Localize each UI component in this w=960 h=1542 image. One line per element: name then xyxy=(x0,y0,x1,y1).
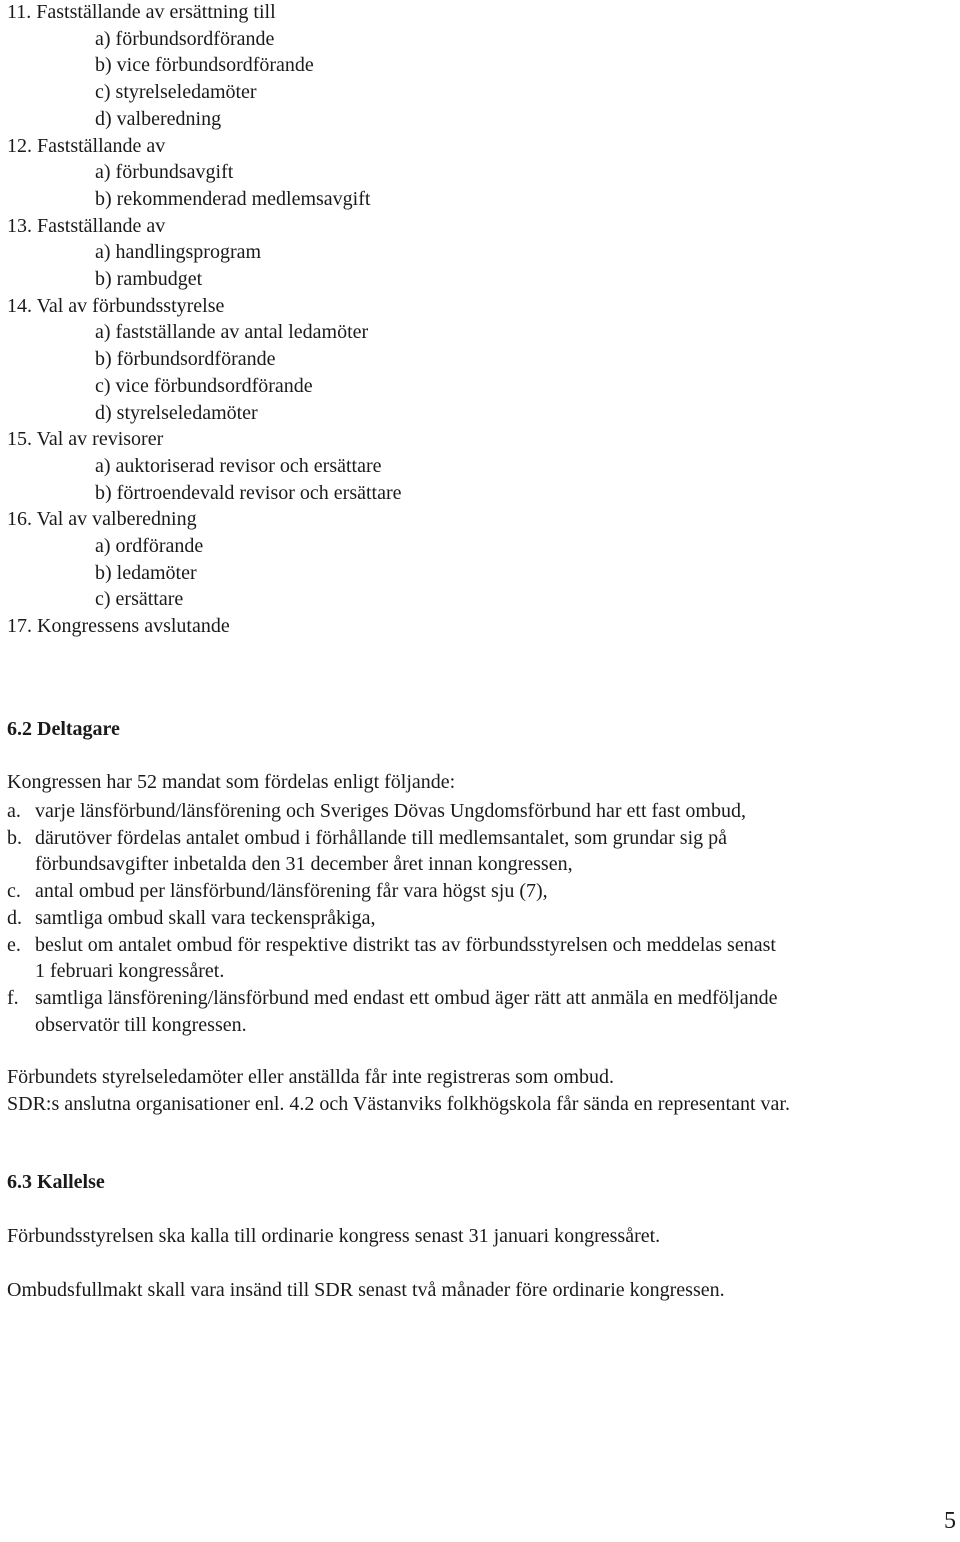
agenda-item: 11. Fastställande av ersättning till xyxy=(7,1,276,23)
delegate-rule-text: samtliga länsförening/länsförbund med endast ett ombud äger rätt att anmäla en medföljande xyxy=(35,986,778,1009)
delegate-rule-letter: f. xyxy=(7,986,19,1009)
agenda-subitem: b) rambudget xyxy=(95,268,203,290)
agenda-item: 14. Val av förbundsstyrelse xyxy=(7,294,225,317)
agenda-subitem: c) styrelseledamöter xyxy=(95,81,257,104)
agenda-subitem: b) rekommenderad medlemsavgift xyxy=(95,187,371,210)
agenda-subitem: b) förtroendevald revisor och ersättare xyxy=(95,481,402,504)
agenda-subitem: a) handlingsprogram xyxy=(95,241,262,264)
agenda-item: 13. Fastställande av xyxy=(7,214,166,237)
paragraph-organisations: SDR:s anslutna organisationer enl. 4.2 och Västanviks folkhögskola får sända en representant var. xyxy=(7,1093,790,1115)
agenda-subitem: c) ersättare xyxy=(95,588,184,611)
delegate-rule-text: varje länsförbund/länsförening och Sveriges Dövas Ungdomsförbund har ett fast ombud, xyxy=(35,800,746,822)
section-heading-kallelse: 6.3 Kallelse xyxy=(7,1171,105,1193)
delegate-rule-text: förbundsavgifter inbetalda den 31 december året innan kongressen, xyxy=(35,853,573,876)
section-heading-deltagare: 6.2 Deltagare xyxy=(7,718,120,740)
delegate-rule-text: observatör till kongressen. xyxy=(35,1013,247,1036)
agenda-item: 12. Fastställande av xyxy=(7,134,166,157)
agenda-subitem: a) förbundsordförande xyxy=(95,27,275,50)
paragraph-fullmakt: Ombudsfullmakt skall vara insänd till SDR senast två månader före ordinarie kongressen. xyxy=(7,1279,725,1301)
agenda-subitem: b) vice förbundsordförande xyxy=(95,54,314,77)
agenda-item: 17. Kongressens avslutande xyxy=(7,615,230,638)
delegate-rule-letter: b. xyxy=(7,826,22,849)
delegate-rule-text: beslut om antalet ombud för respektive distrikt tas av förbundsstyrelsen och meddelas senast xyxy=(35,933,776,956)
paragraph-kallelse: Förbundsstyrelsen ska kalla till ordinarie kongress senast 31 januari kongressåret. xyxy=(7,1225,661,1247)
agenda-subitem: a) förbundsavgift xyxy=(95,161,234,184)
delegate-rule-text: därutöver fördelas antalet ombud i förhållande till medlemsantalet, som grundar sig på xyxy=(35,826,728,849)
agenda-item: 16. Val av valberedning xyxy=(7,508,197,531)
delegate-rule-text: antal ombud per länsförbund/länsförening får vara högst sju (7), xyxy=(35,880,548,903)
agenda-subitem: b) förbundsordförande xyxy=(95,348,276,371)
delegate-rule-letter: e. xyxy=(7,933,21,956)
agenda-subitem: a) ordförande xyxy=(95,535,204,557)
agenda-subitem: a) fastställande av antal ledamöter xyxy=(95,321,369,344)
agenda-item: 15. Val av revisorer xyxy=(7,428,164,451)
deltagare-intro: Kongressen har 52 mandat som fördelas enligt följande: xyxy=(7,771,456,793)
delegate-rule-text: samtliga ombud skall vara teckenspråkiga, xyxy=(35,906,376,929)
agenda-subitem: b) ledamöter xyxy=(95,561,197,584)
delegate-rule-letter: a. xyxy=(7,800,21,822)
agenda-subitem: a) auktoriserad revisor och ersättare xyxy=(95,454,382,477)
agenda-subitem: c) vice förbundsordförande xyxy=(95,374,313,397)
agenda-subitem: d) styrelseledamöter xyxy=(95,401,258,424)
delegate-rule-letter: d. xyxy=(7,906,22,929)
agenda-subitem: d) valberedning xyxy=(95,107,222,130)
paragraph-staff: Förbundets styrelseledamöter eller anställda får inte registreras som ombud. xyxy=(7,1066,615,1088)
delegate-rule-letter: c. xyxy=(7,880,21,903)
page-number: 5 xyxy=(944,1508,956,1534)
delegate-rule-text: 1 februari kongressåret. xyxy=(35,960,225,983)
